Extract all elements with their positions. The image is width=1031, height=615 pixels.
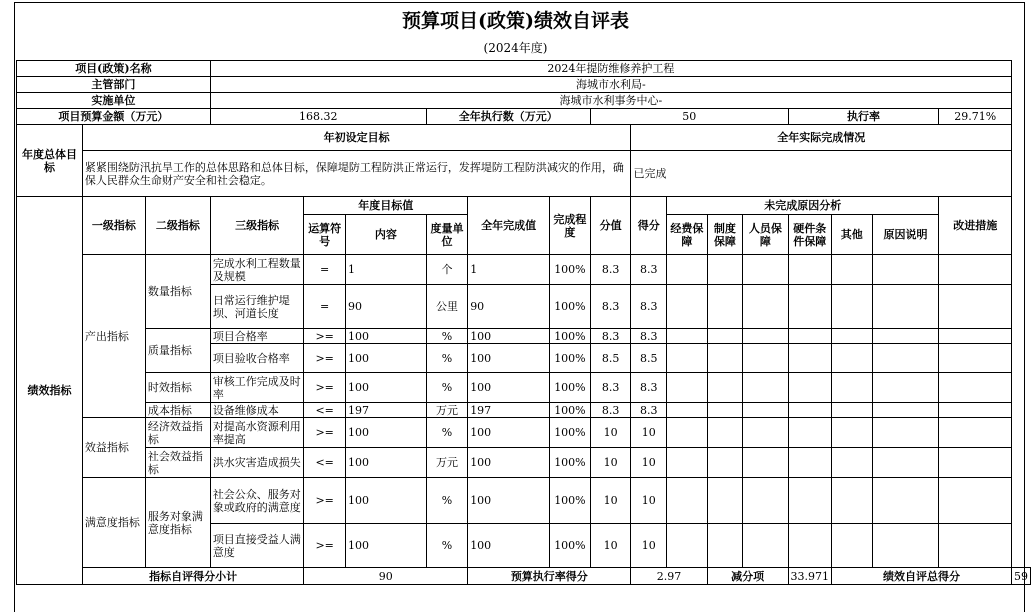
row-r2	[707, 478, 743, 524]
row-r2	[707, 403, 743, 418]
row-degree: 100%	[549, 403, 590, 418]
row-got: 8.3	[631, 403, 667, 418]
row-degree: 100%	[549, 329, 590, 344]
budget-score-value: 2.97	[631, 568, 707, 585]
header-r3: 人员保障	[743, 215, 788, 255]
row-full: 100	[468, 373, 550, 403]
row-r5	[832, 524, 872, 568]
row-r5	[832, 403, 872, 418]
row-r3	[743, 285, 788, 329]
row-r3	[743, 403, 788, 418]
row-r1	[667, 373, 707, 403]
project-name-value: 2024年提防维修养护工程	[210, 61, 1011, 77]
row-full: 100	[468, 478, 550, 524]
goal-actual-header: 全年实际完成情况	[631, 125, 1012, 151]
header-content: 内容	[345, 215, 426, 255]
total-label: 绩效自评总得分	[832, 568, 1012, 585]
row-improve	[939, 329, 1012, 344]
group-cost: 成本指标	[145, 403, 210, 418]
row-full: 100	[468, 524, 550, 568]
header-got: 得分	[631, 197, 667, 255]
row-r3	[743, 344, 788, 373]
row-score: 10	[590, 448, 631, 478]
row-r4	[788, 329, 832, 344]
row-r3	[743, 373, 788, 403]
row-content: 100	[345, 418, 426, 448]
unit-label: 实施单位	[17, 93, 211, 109]
row-degree: 100%	[549, 373, 590, 403]
row-unit: 公里	[426, 285, 467, 329]
goal-actual-text: 已完成	[631, 151, 1012, 197]
row-full: 100	[468, 418, 550, 448]
row-l3: 项目验收合格率	[210, 344, 304, 373]
row-op: >=	[304, 329, 346, 344]
row-unit: %	[426, 524, 467, 568]
row-r6	[872, 255, 939, 285]
row-l3: 洪水灾害造成损失	[210, 448, 304, 478]
header-l1: 一级指标	[82, 197, 145, 255]
row-op: >=	[304, 418, 346, 448]
row-score: 8.3	[590, 373, 631, 403]
row-content: 100	[345, 373, 426, 403]
deduct-value: 33.971	[788, 568, 832, 585]
row-degree: 100%	[549, 448, 590, 478]
row-r2	[707, 373, 743, 403]
row-r1	[667, 255, 707, 285]
row-op: >=	[304, 373, 346, 403]
row-r4	[788, 403, 832, 418]
row-unit: %	[426, 418, 467, 448]
row-op: =	[304, 255, 346, 285]
row-r1	[667, 448, 707, 478]
row-improve	[939, 418, 1012, 448]
row-improve	[939, 448, 1012, 478]
row-content: 90	[345, 285, 426, 329]
row-r1	[667, 524, 707, 568]
row-op: >=	[304, 524, 346, 568]
budget-score-label: 预算执行率得分	[468, 568, 631, 585]
row-unit: 万元	[426, 448, 467, 478]
total-value: 59	[1012, 568, 1031, 585]
row-r1	[667, 285, 707, 329]
row-r5	[832, 418, 872, 448]
row-got: 8.3	[631, 329, 667, 344]
page-title: 预算项目(政策)绩效自评表	[402, 10, 629, 32]
row-r5	[832, 255, 872, 285]
dept-label: 主管部门	[17, 77, 211, 93]
row-l3: 项目合格率	[210, 329, 304, 344]
row-degree: 100%	[549, 344, 590, 373]
group-output: 产出指标	[82, 255, 145, 418]
row-r3	[743, 329, 788, 344]
budget-value: 168.32	[210, 109, 426, 125]
row-r5	[832, 344, 872, 373]
dept-value: 海城市水利局-	[210, 77, 1011, 93]
header-target: 年度目标值	[304, 197, 468, 215]
row-r3	[743, 255, 788, 285]
row-content: 100	[345, 478, 426, 524]
row-improve	[939, 478, 1012, 524]
row-r2	[707, 329, 743, 344]
row-improve	[939, 373, 1012, 403]
row-improve	[939, 524, 1012, 568]
report-year: (2024年度)	[483, 41, 548, 55]
row-content: 100	[345, 448, 426, 478]
row-score: 8.3	[590, 403, 631, 418]
row-r4	[788, 448, 832, 478]
row-score: 8.3	[590, 255, 631, 285]
row-r3	[743, 418, 788, 448]
row-op: >=	[304, 344, 346, 373]
row-score: 10	[590, 524, 631, 568]
project-name-label: 项目(政策)名称	[17, 61, 211, 77]
row-unit: %	[426, 329, 467, 344]
row-r1	[667, 478, 707, 524]
row-r2	[707, 344, 743, 373]
header-op: 运算符号	[304, 215, 346, 255]
row-r4	[788, 255, 832, 285]
group-benefit: 效益指标	[82, 418, 145, 478]
group-quality: 质量指标	[145, 329, 210, 373]
row-got: 8.3	[631, 255, 667, 285]
row-r1	[667, 344, 707, 373]
row-content: 197	[345, 403, 426, 418]
perf-label: 绩效指标	[17, 197, 83, 585]
subtotal-value: 90	[304, 568, 468, 585]
row-op: <=	[304, 403, 346, 418]
row-content: 100	[345, 524, 426, 568]
row-r4	[788, 373, 832, 403]
row-l3: 审核工作完成及时率	[210, 373, 304, 403]
row-degree: 100%	[549, 285, 590, 329]
row-r2	[707, 285, 743, 329]
row-r5	[832, 448, 872, 478]
evaluation-table	[16, 60, 1031, 585]
header-degree: 完成程度	[549, 197, 590, 255]
header-r6: 原因说明	[872, 215, 939, 255]
group-satisfaction: 满意度指标	[82, 478, 145, 568]
row-r3	[743, 478, 788, 524]
row-content: 1	[345, 255, 426, 285]
row-r6	[872, 448, 939, 478]
row-degree: 100%	[549, 418, 590, 448]
subtotal-label: 指标自评得分小计	[82, 568, 303, 585]
row-improve	[939, 285, 1012, 329]
row-full: 90	[468, 285, 550, 329]
row-l3: 对提高水资源利用率提高	[210, 418, 304, 448]
goal-label: 年度总体目标	[17, 125, 83, 197]
row-r2	[707, 448, 743, 478]
goal-set-text: 紧紧围绕防汛抗旱工作的总体思路和总体目标，保障堤防工程防洪正常运行，发挥堤防工程防洪减灾的作用，确保人民群众生命财产安全和社会稳定。	[82, 151, 631, 197]
header-score: 分值	[590, 197, 631, 255]
row-r3	[743, 524, 788, 568]
exec-label: 全年执行数（万元）	[426, 109, 590, 125]
row-l3: 项目直接受益人满意度	[210, 524, 304, 568]
row-l3: 日常运行维护堤坝、河道长度	[210, 285, 304, 329]
row-degree: 100%	[549, 524, 590, 568]
group-econ: 经济效益指标	[145, 418, 210, 448]
row-r2	[707, 524, 743, 568]
row-l3: 完成水利工程数量及规模	[210, 255, 304, 285]
row-got: 10	[631, 524, 667, 568]
row-r1	[667, 329, 707, 344]
row-got: 10	[631, 478, 667, 524]
row-r4	[788, 285, 832, 329]
row-r4	[788, 524, 832, 568]
row-improve	[939, 403, 1012, 418]
row-full: 100	[468, 448, 550, 478]
row-improve	[939, 255, 1012, 285]
row-l3: 设备维修成本	[210, 403, 304, 418]
row-r1	[667, 403, 707, 418]
exec-value: 50	[590, 109, 788, 125]
row-r2	[707, 255, 743, 285]
header-improve: 改进措施	[939, 197, 1012, 255]
row-r4	[788, 344, 832, 373]
row-full: 100	[468, 344, 550, 373]
row-degree: 100%	[549, 478, 590, 524]
row-r6	[872, 478, 939, 524]
row-score: 8.3	[590, 285, 631, 329]
row-op: <=	[304, 448, 346, 478]
row-full: 100	[468, 329, 550, 344]
row-r6	[872, 373, 939, 403]
goal-set-header: 年初设定目标	[82, 125, 631, 151]
row-r6	[872, 285, 939, 329]
row-unit: 万元	[426, 403, 467, 418]
row-improve	[939, 344, 1012, 373]
row-r5	[832, 373, 872, 403]
row-l3: 社会公众、服务对象或政府的满意度	[210, 478, 304, 524]
row-score: 8.3	[590, 329, 631, 344]
row-r6	[872, 524, 939, 568]
header-l2: 二级指标	[145, 197, 210, 255]
row-got: 10	[631, 448, 667, 478]
row-score: 10	[590, 478, 631, 524]
row-content: 100	[345, 344, 426, 373]
row-got: 8.3	[631, 285, 667, 329]
group-time: 时效指标	[145, 373, 210, 403]
header-reason: 未完成原因分析	[667, 197, 939, 215]
row-unit: %	[426, 373, 467, 403]
header-r1: 经费保障	[667, 215, 707, 255]
row-full: 1	[468, 255, 550, 285]
row-unit: %	[426, 344, 467, 373]
row-r5	[832, 329, 872, 344]
rate-label: 执行率	[788, 109, 939, 125]
row-op: >=	[304, 478, 346, 524]
row-r6	[872, 329, 939, 344]
row-unit: %	[426, 478, 467, 524]
header-l3: 三级指标	[210, 197, 304, 255]
row-full: 197	[468, 403, 550, 418]
row-r5	[832, 285, 872, 329]
row-r1	[667, 418, 707, 448]
row-r2	[707, 418, 743, 448]
rate-value: 29.71%	[939, 109, 1012, 125]
row-r6	[872, 344, 939, 373]
group-quantity: 数量指标	[145, 255, 210, 329]
row-score: 10	[590, 418, 631, 448]
row-score: 8.5	[590, 344, 631, 373]
row-unit: 个	[426, 255, 467, 285]
row-got: 8.3	[631, 373, 667, 403]
header-r4: 硬件条件保障	[788, 215, 832, 255]
row-r4	[788, 478, 832, 524]
row-content: 100	[345, 329, 426, 344]
row-r6	[872, 403, 939, 418]
row-r5	[832, 478, 872, 524]
header-r5: 其他	[832, 215, 872, 255]
row-got: 10	[631, 418, 667, 448]
row-op: =	[304, 285, 346, 329]
unit-value: 海城市水利事务中心-	[210, 93, 1011, 109]
row-degree: 100%	[549, 255, 590, 285]
group-service: 服务对象满意度指标	[145, 478, 210, 568]
header-r2: 制度保障	[707, 215, 743, 255]
row-r3	[743, 448, 788, 478]
row-got: 8.5	[631, 344, 667, 373]
deduct-label: 减分项	[707, 568, 788, 585]
row-r6	[872, 418, 939, 448]
budget-label: 项目预算金额（万元）	[17, 109, 211, 125]
header-unit: 度量单位	[426, 215, 467, 255]
row-r4	[788, 418, 832, 448]
group-social: 社会效益指标	[145, 448, 210, 478]
header-full: 全年完成值	[468, 197, 550, 255]
